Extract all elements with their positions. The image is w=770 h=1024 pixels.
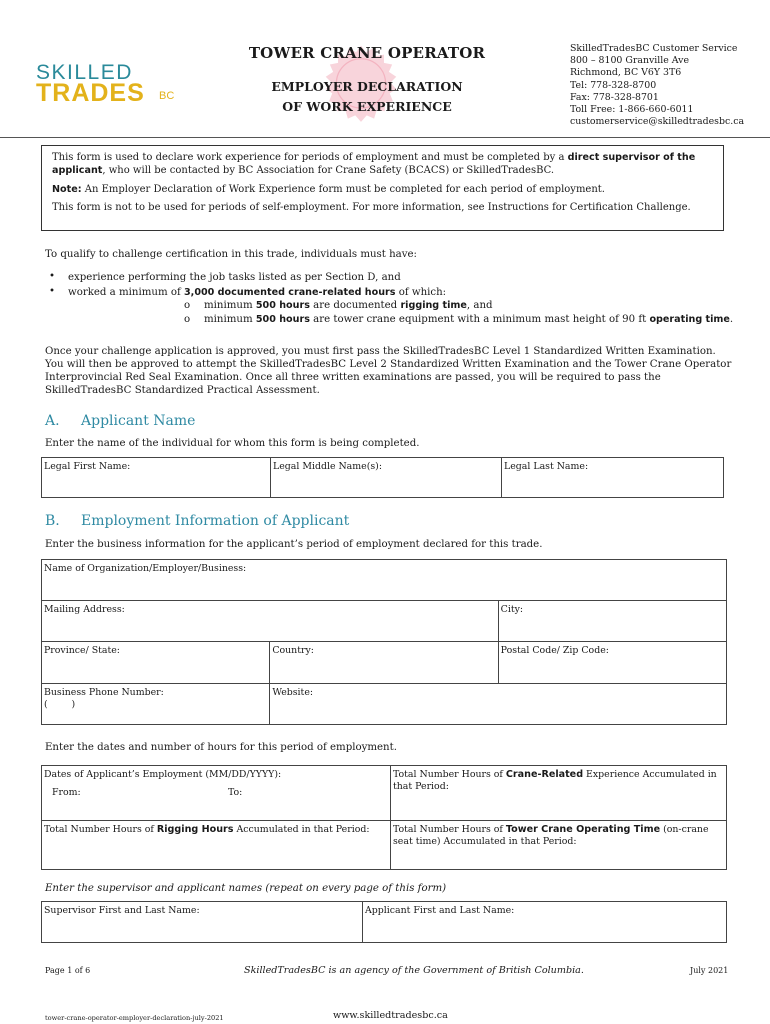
rigging-hours-field[interactable]: Total Number Hours of Rigging Hours Accumulated in that Period: xyxy=(42,821,391,870)
applicant-name-table xyxy=(41,457,724,498)
names-table xyxy=(41,901,727,943)
contact-tel: Tel: 778-328-8700 xyxy=(570,79,657,91)
list-item: • experience performing the job tasks listed as per Section D, and xyxy=(49,271,401,284)
organization-name-field[interactable]: Name of Organization/Employer/Business: xyxy=(42,560,727,601)
legal-first-name-field[interactable]: Legal First Name: xyxy=(42,458,271,498)
dates-hours-description: Enter the dates and number of hours for this period of employment. xyxy=(45,742,397,753)
agency-statement: SkilledTradesBC is an agency of the Government of British Columbia. xyxy=(244,965,584,976)
sub-list-item: o minimum 500 hours are tower crane equipment with a minimum mast height of 90 ft operating time. xyxy=(184,313,734,325)
website-field[interactable]: Website: xyxy=(270,684,727,725)
qualification-requirements xyxy=(45,248,735,328)
form-subtitle-line1: EMPLOYER DECLARATION xyxy=(271,79,463,95)
page-number: Page 1 of 6 xyxy=(45,966,91,975)
header-divider xyxy=(0,137,770,138)
form-title: TOWER CRANE OPERATOR xyxy=(248,44,486,62)
from-date-label: From: xyxy=(52,787,81,799)
employment-dates-field[interactable]: Dates of Applicant’s Employment (MM/DD/YYYY): From: To: xyxy=(42,766,391,821)
business-phone-field[interactable]: Business Phone Number: ( ) xyxy=(42,684,270,725)
crane-related-hours-field[interactable]: Total Number Hours of Crane-Related Experience Accumulated in that Period: xyxy=(391,766,727,821)
notice-paragraph-3: This form is not to be used for periods of self-employment. For more information, see Instructions for Certification Challenge. xyxy=(52,202,691,214)
city-field[interactable]: City: xyxy=(498,601,726,642)
form-title-block xyxy=(232,44,502,116)
contact-city: Richmond, BC V6Y 3T6 xyxy=(570,67,682,79)
footer-website-link[interactable]: www.skilledtradesbc.ca xyxy=(333,1010,448,1021)
logo-line2: TRADES xyxy=(36,79,145,107)
contact-tollfree: Toll Free: 1-866-660-6011 xyxy=(570,104,694,116)
section-b-heading: B. Employment Information of Applicant xyxy=(45,513,350,529)
province-state-field[interactable]: Province/ State: xyxy=(42,642,270,684)
notice-paragraph-1: This form is used to declare work experience for periods of employment and must be completed by a direct supervisor of the applicant, who will be contacted by BC Association for Crane Safety (BCACS) or SkilledTradesBC. xyxy=(52,152,696,176)
postal-code-field[interactable]: Postal Code/ Zip Code: xyxy=(498,642,726,684)
supervisor-name-field[interactable]: Supervisor First and Last Name: xyxy=(42,902,363,943)
revision-date: July 2021 xyxy=(690,966,729,975)
file-name: tower-crane-operator-employer-declaration-july-2021 xyxy=(45,1014,224,1022)
operating-time-field[interactable]: Total Number Hours of Tower Crane Operating Time (on-crane seat time) Accumulated in that Period: xyxy=(391,821,727,870)
legal-middle-name-field[interactable]: Legal Middle Name(s): xyxy=(271,458,502,498)
contact-email[interactable]: customerservice@skilledtradesbc.ca xyxy=(570,116,745,128)
applicant-name-field[interactable]: Applicant First and Last Name: xyxy=(363,902,727,943)
list-item: • worked a minimum of 3,000 documented crane-related hours of which: o minimum 500 hours are documented rigging time, and o minimum 500 hours are tower crane equipment with a minimum mast height of 90 ft operating time. xyxy=(49,286,734,325)
section-a-heading: A. Applicant Name xyxy=(45,413,196,429)
section-a-description: Enter the name of the individual for whom this form is being completed. xyxy=(45,438,420,449)
to-date-label: To: xyxy=(228,787,243,799)
contact-info xyxy=(570,43,760,129)
employment-info-table xyxy=(41,559,727,725)
contact-address: 800 – 8100 Granville Ave xyxy=(570,55,690,67)
qualification-list xyxy=(45,271,735,326)
exam-process-paragraph: Once your challenge application is approved, you must first pass the SkilledTradesBC Level 1 Standardized Written Examination. You will then be approved to attempt the SkilledTradesBC Level 2 Standardized Written Examination and the Tower Crane Operator Interprovincial Red Seal Examination. Once all three written examinations are passed, you will be required to pass the SkilledTradesBC Standardized Practical Assessment. xyxy=(45,346,732,397)
mailing-address-field[interactable]: Mailing Address: xyxy=(42,601,499,642)
logo-suffix: BC xyxy=(159,90,175,102)
section-b-description: Enter the business information for the applicant’s period of employment declared for this trade. xyxy=(45,539,543,550)
notice-box xyxy=(41,145,724,231)
form-subtitle-line2: OF WORK EXPERIENCE xyxy=(282,98,452,114)
contact-fax: Fax: 778-328-8701 xyxy=(570,91,659,103)
logo-line1: SKILLED xyxy=(36,61,133,84)
notice-paragraph-2: Note: An Employer Declaration of Work Experience form must be completed for each period of employment. xyxy=(52,183,605,195)
country-field[interactable]: Country: xyxy=(270,642,498,684)
sub-list-item: o minimum 500 hours are documented rigging time, and xyxy=(184,300,493,312)
legal-last-name-field[interactable]: Legal Last Name: xyxy=(502,458,724,498)
form-subtitle xyxy=(232,77,502,116)
skilledtradesbc-logo xyxy=(36,60,186,107)
qualification-intro: To qualify to challenge certification in this trade, individuals must have: xyxy=(45,249,417,260)
contact-org: SkilledTradesBC Customer Service xyxy=(570,43,738,54)
names-description: Enter the supervisor and applicant names (repeat on every page of this form) xyxy=(45,883,447,894)
dates-hours-table xyxy=(41,765,727,870)
